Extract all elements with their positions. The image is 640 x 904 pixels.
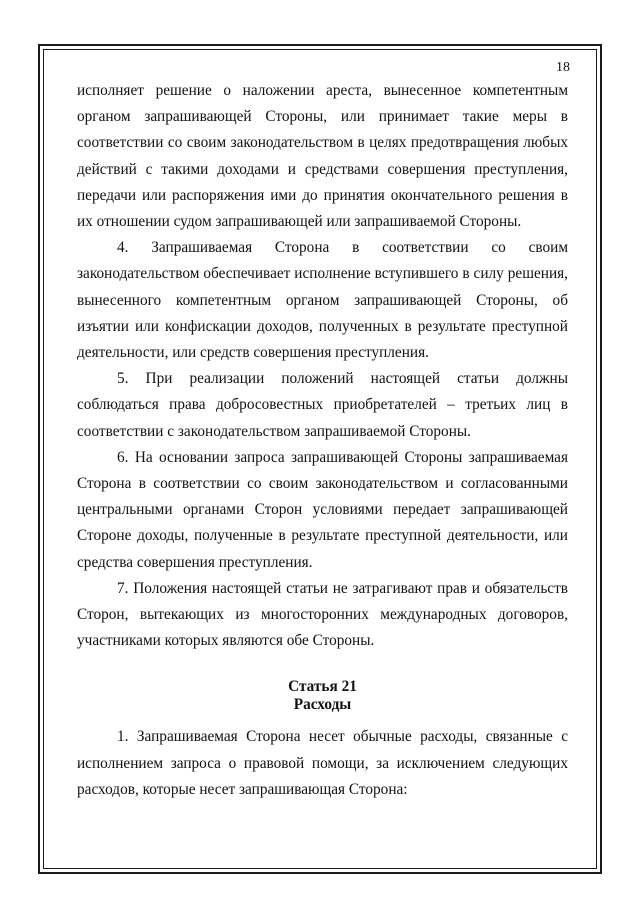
paragraph-continued: исполняет решение о наложении ареста, вынесенное компетентным органом запрашивающей Стороны, или принимает такие меры в соответствии со своим законодательством в целях предотвращения любых действий с такими доходами и средствами совершения преступления, передачи или распоряжения ими до принятия окончательного решения в их отношении судом запрашивающей или запрашиваемой Стороны. bbox=[77, 82, 568, 231]
paragraph-item-5: 5. При реализации положений настоящей статьи должны соблюдаться права добросовестных приобретателей – третьих лиц в соответствии с законодательством запрашиваемой Стороны. bbox=[77, 370, 568, 440]
paragraph-item-7: 7. Положения настоящей статьи не затрагивают прав и обязательств Сторон, вытекающих из многосторонних международных договоров, участниками которых являются обе Стороны. bbox=[77, 579, 568, 650]
paragraph-item-6: 6. На основании запроса запрашивающей Стороны запрашиваемая Сторона в соответствии со своим законодательством и согласованными центральными органами Сторон условиями передает запрашивающей Стороне доходы, полученные в результате преступной деятельности, или средства совершения преступления. bbox=[77, 448, 568, 571]
document-body bbox=[77, 78, 568, 803]
page-number: 18 bbox=[556, 60, 570, 75]
article-number: Статья 21 bbox=[288, 678, 357, 696]
paragraph-item-4: 4. Запрашиваемая Сторона в соответствии со своим законодательством обеспечивает исполнение вступившего в силу решения, вынесенного компетентным органом запрашивающей Стороны, об изъятии или конфискации доходов, полученных в результате преступной деятельности, или средств совершения преступления. bbox=[77, 239, 568, 362]
paragraph-article21-item-1: 1. Запрашиваемая Сторона несет обычные расходы, связанные с исполнением запроса о правовой помощи, за исключением следующих расходов, которые несет запрашивающая Сторона: bbox=[77, 728, 568, 798]
article-title: Расходы bbox=[293, 696, 352, 714]
